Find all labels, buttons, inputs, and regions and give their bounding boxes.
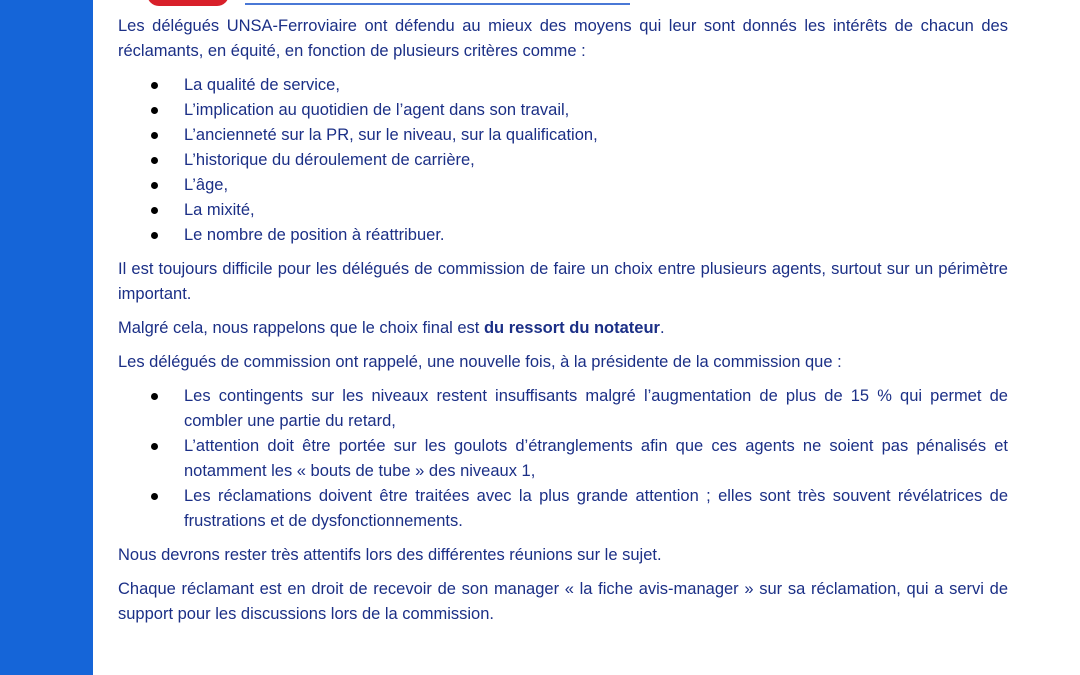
bullet-icon bbox=[151, 157, 158, 164]
bullet-icon bbox=[151, 82, 158, 89]
list-item: L’attention doit être portée sur les goulots d’étranglements afin que ces agents ne soient pas pénalisés et notamment les « bouts de tube » des niveaux 1, bbox=[118, 434, 1008, 484]
points-list bbox=[118, 384, 1008, 534]
list-item: Le nombre de position à réattribuer. bbox=[118, 223, 1008, 248]
bullet-icon bbox=[151, 443, 158, 450]
list-item: L’ancienneté sur la PR, sur le niveau, sur la qualification, bbox=[118, 123, 1008, 148]
list-item: Les contingents sur les niveaux restent insuffisants malgré l’augmentation de plus de 15 % qui permet de combler une partie du retard, bbox=[118, 384, 1008, 434]
final-choice-paragraph: Malgré cela, nous rappelons que le choix final est du ressort du notateur. bbox=[118, 319, 665, 337]
top-rule bbox=[245, 3, 630, 5]
intro-paragraph: Les délégués UNSA-Ferroviaire ont défendu au mieux des moyens qui leur sont donnés les intérêts de chacun des réclamants, en équité, en fonction de plusieurs critères comme : bbox=[118, 17, 1008, 60]
reminder-paragraph: Les délégués de commission ont rappelé, une nouvelle fois, à la présidente de la commission que : bbox=[118, 353, 842, 371]
list-item: L’historique du déroulement de carrière, bbox=[118, 148, 1008, 173]
bullet-icon bbox=[151, 182, 158, 189]
difficulty-paragraph: Il est toujours difficile pour les délégués de commission de faire un choix entre plusieurs agents, surtout sur un périmètre important. bbox=[118, 260, 1008, 303]
bullet-icon bbox=[151, 107, 158, 114]
list-item: L’âge, bbox=[118, 173, 1008, 198]
document-body bbox=[118, 14, 1008, 636]
bullet-icon bbox=[151, 493, 158, 500]
bullet-icon bbox=[151, 232, 158, 239]
left-color-bar bbox=[0, 0, 93, 675]
list-item: L’implication au quotidien de l’agent dans son travail, bbox=[118, 98, 1008, 123]
bullet-icon bbox=[151, 132, 158, 139]
attentive-paragraph: Nous devrons rester très attentifs lors des différentes réunions sur le sujet. bbox=[118, 546, 662, 564]
criteria-list bbox=[118, 73, 1008, 248]
list-item: Les réclamations doivent être traitées avec la plus grande attention ; elles sont très souvent révélatrices de frustrations et de dysfonctionnements. bbox=[118, 484, 1008, 534]
list-item: La qualité de service, bbox=[118, 73, 1008, 98]
logo-fragment bbox=[147, 0, 229, 6]
notateur-emphasis: du ressort du notateur bbox=[483, 319, 660, 337]
bullet-icon bbox=[151, 393, 158, 400]
list-item: La mixité, bbox=[118, 198, 1008, 223]
bullet-icon bbox=[151, 207, 158, 214]
claimant-paragraph: Chaque réclamant est en droit de recevoir de son manager « la fiche avis-manager » sur sa réclamation, qui a servi de support pour les discussions lors de la commission. bbox=[118, 580, 1008, 623]
